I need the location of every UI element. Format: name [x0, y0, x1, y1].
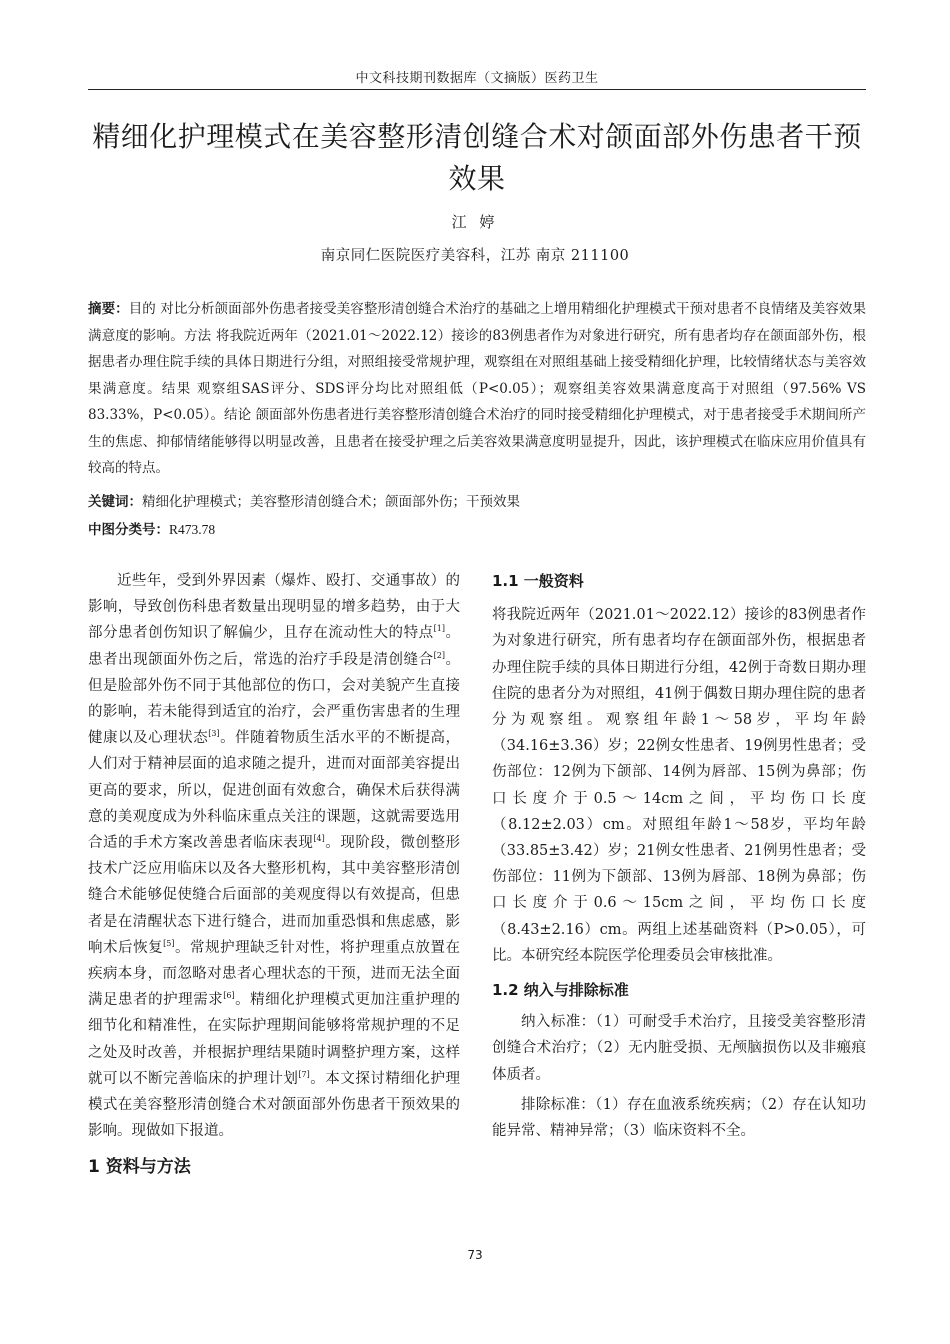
citation-ref: [2] [433, 650, 445, 660]
author-name: 江 婷 [451, 213, 499, 231]
inclusion-criteria: 纳入标准：（1）可耐受手术治疗，且接受美容整形清创缝合术治疗；（2）无内脏受损、无颅脑损伤以及非瘢痕体质者。 [492, 1014, 866, 1083]
keywords-text: 精细化护理模式；美容整形清创缝合术；颌面部外伤；干预效果 [142, 494, 520, 510]
abstract-text: 目的 对比分析颌面部外伤患者接受美容整形清创缝合术治疗的基础之上增用精细化护理模式干预对患者不良情绪及美容效果满意度的影响。方法 将我院近两年（2021.01～2022.12）接诊的83例患者作为对象进行研究，所有患者均存在颌面部外伤，根据患者办理住院手续的具体日期进行分组，对照组接受常规护理，观察组在对照组基础上接受精细化护理，比较情绪状态与美容效果满意度。结果 观察组SAS评分、SDS评分均比对照组低（P<0.05）；观察组美容效果满意度高于对照组（97.56% VS 83.33%，P<0.05）。结论 颌面部外伤患者进行美容整形清创缝合术治疗的同时接受精细化护理模式，对于患者接受手术期间所产生的焦虑、抑郁情绪能够得以明显改善，且患者在接受护理之后美容效果满意度明显提升，因此，该护理模式在临床应用价值具有较高的特点。 [88, 301, 867, 476]
intro-text: 。但是脸部外伤不同于其他部位的伤口，会对美貌产生直接的影响，若未能得到适宜的治疗，会严重伤害患者的生理健康以及心理状态 [88, 651, 461, 747]
intro-text: 。常规护理缺乏针对性，将护理重点放置在疾病本身，而忽略对患者心理状态的干预，进而无法全面满足患者的护理需求 [88, 939, 461, 1009]
intro-paragraph [88, 568, 460, 1144]
citation-ref: [3] [208, 729, 220, 739]
article-title: 精细化护理模式在美容整形清创缝合术对颌面部外伤患者干预效果 [92, 120, 862, 195]
general-data-paragraph: 将我院近两年（2021.01～2022.12）接诊的83例患者作为对象进行研究，所有患者均存在颌面部外伤，根据患者办理住院手续的具体日期进行分组，42例于奇数日期办理住院的患者分为对照组，41例于偶数日期办理住院的患者分为观察组。观察组年龄1～58岁，平均年龄（34.16±3.36）岁；22例女性患者、19例男性患者；受伤部位：12例为下颌部、14例为唇部、15例为鼻部；伤口长度介于0.5～14cm之间，平均伤口长度（8.12±2.03）cm。对照组年龄1～58岁，平均年龄（33.85±3.42）岁；21例女性患者、21例男性患者；受伤部位：11例为下颌部、13例为唇部、18例为鼻部；伤口长度介于0.6～15cm之间，平均伤口长度（8.43±2.16）cm。两组上述基础资料（P>0.05），可比。本研究经本院医学伦理委员会审核批准。 [492, 607, 866, 964]
section-heading-methods: 1 资料与方法 [88, 1157, 191, 1178]
intro-text: 。伴随着物质生活水平的不断提高，人们对于精神层面的追求随之提升，进而对面部美容提出更高的要求，所以，促进创面有效愈合，确保术后获得满意的美观度成为外科临床重点关注的课题，这就需要选用合适的手术方案改善患者临床表现 [88, 730, 460, 852]
citation-ref: [1] [433, 624, 445, 634]
clc-line [88, 518, 866, 538]
abstract [88, 296, 866, 482]
clc-text: R473.78 [169, 522, 216, 537]
left-column [88, 568, 460, 1181]
intro-text: 。患者出现颌面外伤之后，常选的治疗手段是清创缝合 [88, 625, 461, 668]
keywords-line [88, 490, 866, 510]
right-column [492, 568, 866, 1144]
header-rule [88, 89, 866, 90]
citation-ref: [4] [313, 834, 325, 844]
subsection-heading-criteria: 1.2 纳入与排除标准 [492, 981, 629, 1000]
author-affiliation: 南京同仁医院医疗美容科，江苏 南京 211100 [320, 248, 630, 264]
citation-ref: [7] [298, 1070, 310, 1080]
clc-label: 中图分类号： [88, 522, 169, 538]
keywords-label: 关键词： [88, 494, 142, 510]
intro-text: 。精细化护理模式更加注重护理的细节化和精准性，在实际护理期间能够将常规护理的不足之处及时改善，并根据护理结果随时调整护理方案，这样就可以不断完善临床的护理计划 [88, 992, 461, 1087]
citation-ref: [6] [223, 991, 235, 1001]
page-number: 73 [467, 1248, 483, 1262]
intro-text: 。现阶段，微创整形技术广泛应用临床以及各大整形机构，其中美容整形清创缝合术能够促使缝合后面部的美观度得以有效提高，但患者是在清醒状态下进行缝合，进而加重恐惧和焦虑感，影响术后恢复 [88, 835, 461, 956]
intro-text: 近些年，受到外界因素（爆炸、殴打、交通事故）的影响，导致创伤科患者数量出现明显的增多趋势，由于大部分患者创伤知识了解偏少，且存在流动性大的特点 [88, 573, 460, 642]
citation-ref: [5] [163, 939, 175, 949]
subsection-heading-general-data: 1.1 一般资料 [492, 572, 584, 590]
intro-text: 。本文探讨精细化护理模式在美容整形清创缝合术对颌面部外伤患者干预效果的影响。现做如下报道。 [88, 1070, 461, 1140]
journal-running-head: 中文科技期刊数据库（文摘版）医药卫生 [355, 71, 599, 86]
abstract-label: 摘要： [88, 301, 129, 317]
exclusion-criteria: 排除标准：（1）存在血液系统疾病；（2）存在认知功能异常、精神异常；（3）临床资料不全。 [492, 1096, 866, 1140]
